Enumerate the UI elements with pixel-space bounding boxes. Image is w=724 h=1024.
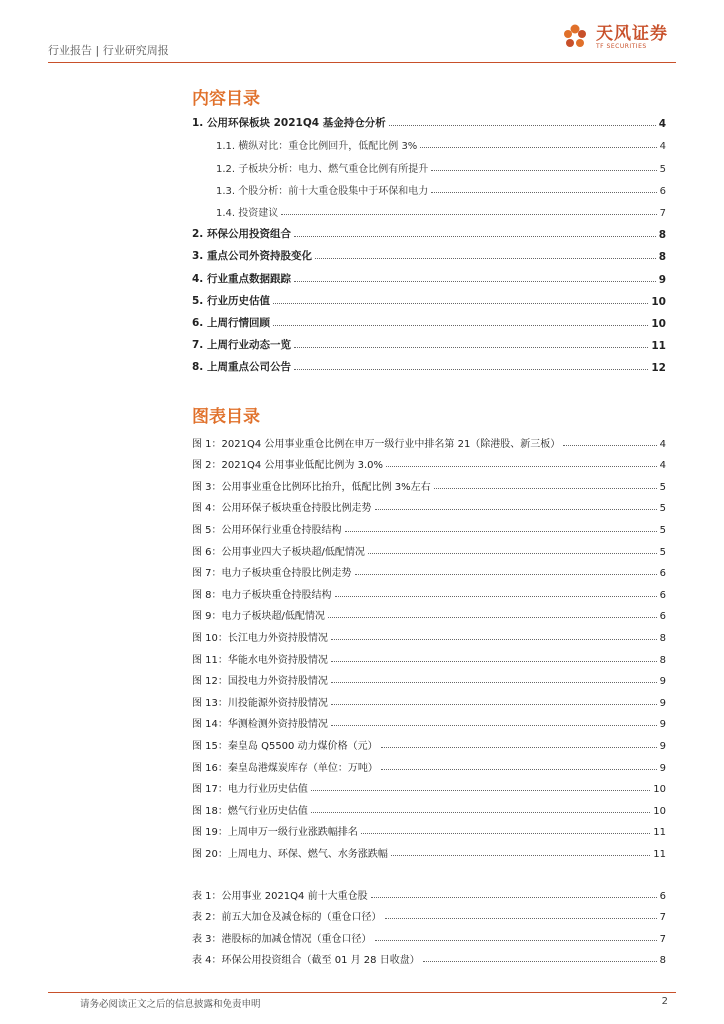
figure-entry-text: 图 20：上周电力、环保、燃气、水务涨跌幅 <box>192 848 388 860</box>
logo-name: 天风证券 <box>596 23 668 44</box>
figure-entry[interactable] <box>192 666 666 688</box>
figure-entry-page: 6 <box>659 589 666 601</box>
toc-entry-page: 9 <box>658 273 666 286</box>
toc-entry-page: 6 <box>659 185 666 197</box>
dot-leader <box>563 445 656 446</box>
figures-list <box>192 428 666 860</box>
table-entry[interactable] <box>192 945 666 967</box>
figure-entry[interactable] <box>192 774 666 796</box>
brand-logo <box>560 22 668 52</box>
table-entry-page: 7 <box>659 912 666 924</box>
dot-leader <box>311 812 650 813</box>
dot-leader <box>431 170 656 171</box>
dot-leader <box>371 897 657 898</box>
dot-leader <box>294 236 656 237</box>
figure-entry-text: 图 4：公用环保子板块重仓持股比例走势 <box>192 503 372 515</box>
toc-entry-text: 1.4. 投资建议 <box>216 207 279 219</box>
dot-leader <box>381 747 657 748</box>
dot-leader <box>335 596 657 597</box>
figure-entry-text: 图 3：公用事业重仓比例环比抬升，低配比例 3%左右 <box>192 481 431 493</box>
figure-entry[interactable] <box>192 558 666 580</box>
toc-entry[interactable] <box>192 108 666 130</box>
dot-leader <box>294 281 656 282</box>
figure-entry-text: 图 13：川投能源外资持股情况 <box>192 697 328 709</box>
dot-leader <box>281 214 656 215</box>
figure-entry[interactable] <box>192 601 666 623</box>
figure-entry-text: 图 10：长江电力外资持股情况 <box>192 632 328 644</box>
figure-entry-text: 图 11：华能水电外资持股情况 <box>192 654 328 666</box>
toc-entry[interactable] <box>192 263 666 285</box>
figure-entry[interactable] <box>192 622 666 644</box>
logo-name-en: TF SECURITIES <box>596 42 647 50</box>
figure-entry-page: 5 <box>659 524 666 536</box>
table-entry-text: 表 1：公用事业 2021Q4 前十大重仓股 <box>192 890 368 902</box>
dot-leader <box>361 833 650 834</box>
toc-entry-text: 1.1. 横纵对比：重仓比例回升，低配比例 3% <box>216 141 418 153</box>
page-number: 2 <box>661 996 668 1007</box>
figure-entry-page: 6 <box>659 568 666 580</box>
toc-entry-text: 2. 环保公用投资组合 <box>192 228 291 241</box>
toc-entry[interactable] <box>192 219 666 241</box>
figure-entry-text: 图 17：电力行业历史估值 <box>192 784 308 796</box>
table-entry-page: 6 <box>659 890 666 902</box>
dot-leader <box>331 682 657 683</box>
figure-entry[interactable] <box>192 709 666 731</box>
figure-entry-text: 图 7：电力子板块重仓持股比例走势 <box>192 568 352 580</box>
toc-entry-text: 8. 上周重点公司公告 <box>192 361 291 374</box>
toc-entry-text: 1. 公用环保板块 2021Q4 基金持仓分析 <box>192 117 386 130</box>
disclaimer: 请务必阅读正文之后的信息披露和免责申明 <box>80 999 261 1010</box>
dot-leader <box>294 369 648 370</box>
contents-list <box>192 108 666 374</box>
figure-entry[interactable] <box>192 687 666 709</box>
dot-leader <box>391 855 650 856</box>
footer-divider <box>48 992 676 993</box>
toc-entry-page: 7 <box>659 207 666 219</box>
toc-entry-page: 4 <box>658 118 666 131</box>
header-divider <box>48 62 676 63</box>
figure-entry[interactable] <box>192 730 666 752</box>
figure-entry[interactable] <box>192 579 666 601</box>
dot-leader <box>311 790 650 791</box>
dot-leader <box>434 488 657 489</box>
tables-list <box>192 880 666 966</box>
toc-entry[interactable] <box>192 197 666 219</box>
toc-entry-page: 8 <box>658 251 666 264</box>
toc-entry-page: 11 <box>651 340 666 353</box>
figure-entry-text: 图 6：公用事业四大子板块超/低配情况 <box>192 546 365 558</box>
figure-entry-text: 图 16：秦皇岛港煤炭库存（单位：万吨） <box>192 762 378 774</box>
toc-entry-text: 4. 行业重点数据跟踪 <box>192 272 291 285</box>
figure-entry-page: 11 <box>653 848 666 860</box>
toc-entry-page: 5 <box>659 163 666 175</box>
toc-entry[interactable] <box>192 130 666 152</box>
figure-entry[interactable] <box>192 817 666 839</box>
dot-leader <box>273 325 648 326</box>
table-entry-text: 表 2：前五大加仓及减仓标的（重仓口径） <box>192 912 382 924</box>
toc-entry-text: 5. 行业历史估值 <box>192 294 270 307</box>
table-entry[interactable] <box>192 880 666 902</box>
table-entry-page: 7 <box>659 933 666 945</box>
toc-entry-page: 10 <box>651 295 666 308</box>
dot-leader <box>375 940 657 941</box>
toc-entry-page: 4 <box>659 141 666 153</box>
dot-leader <box>315 258 656 259</box>
figure-entry-page: 9 <box>659 740 666 752</box>
figures-title: 图表目录 <box>192 407 260 427</box>
figure-entry-text: 图 19：上周申万一级行业涨跌幅排名 <box>192 827 358 839</box>
toc-entry-text: 1.3. 个股分析：前十大重仓股集中于环保和电力 <box>216 185 429 197</box>
figure-entry-text: 图 8：电力子板块重仓持股结构 <box>192 589 332 601</box>
figure-entry[interactable] <box>192 428 666 450</box>
figure-entry-page: 10 <box>653 805 666 817</box>
toc-entry[interactable] <box>192 241 666 263</box>
report-category: 行业报告 | 行业研究周报 <box>48 44 169 57</box>
figure-entry-text: 图 9：电力子板块超/低配情况 <box>192 611 325 623</box>
figure-entry[interactable] <box>192 795 666 817</box>
toc-entry-page: 8 <box>658 229 666 242</box>
table-entry[interactable] <box>192 902 666 924</box>
figure-entry-text: 图 12：国投电力外资持股情况 <box>192 676 328 688</box>
dot-leader <box>331 661 657 662</box>
figure-entry[interactable] <box>192 471 666 493</box>
toc-entry[interactable] <box>192 352 666 374</box>
table-entry-text: 表 3：港股标的加减仓情况（重仓口径） <box>192 933 372 945</box>
dot-leader <box>389 125 656 126</box>
toc-title: 内容目录 <box>192 89 260 109</box>
flower-logo-icon <box>560 22 590 52</box>
figure-entry-page: 9 <box>659 719 666 731</box>
dot-leader <box>381 769 657 770</box>
figure-entry-page: 8 <box>659 632 666 644</box>
toc-entry-text: 7. 上周行业动态一览 <box>192 339 291 352</box>
figure-entry-page: 5 <box>659 503 666 515</box>
figure-entry-page: 9 <box>659 697 666 709</box>
dot-leader <box>273 303 648 304</box>
dot-leader <box>331 639 657 640</box>
figure-entry-text: 图 5：公用环保行业重仓持股结构 <box>192 524 342 536</box>
dot-leader <box>375 509 657 510</box>
toc-entry-text: 6. 上周行情回顾 <box>192 316 270 329</box>
dot-leader <box>345 531 657 532</box>
toc-entry-text: 1.2. 子板块分析：电力、燃气重仓比例有所提升 <box>216 163 429 175</box>
dot-leader <box>294 347 648 348</box>
table-entry[interactable] <box>192 923 666 945</box>
figure-entry-text: 图 2：2021Q4 公用事业低配比例为 3.0% <box>192 460 383 472</box>
figure-entry-page: 4 <box>659 438 666 450</box>
toc-entry-page: 12 <box>651 362 666 375</box>
dot-leader <box>386 466 657 467</box>
figure-entry[interactable] <box>192 838 666 860</box>
figure-entry[interactable] <box>192 493 666 515</box>
toc-entry[interactable] <box>192 330 666 352</box>
figure-entry[interactable] <box>192 752 666 774</box>
figure-entry-page: 9 <box>659 762 666 774</box>
dot-leader <box>423 961 657 962</box>
table-entry-text: 表 4：环保公用投资组合（截至 01 月 28 日收盘） <box>192 955 420 967</box>
figure-entry-page: 11 <box>653 827 666 839</box>
toc-entry[interactable] <box>192 152 666 174</box>
toc-entry[interactable] <box>192 308 666 330</box>
toc-entry-page: 10 <box>651 317 666 330</box>
dot-leader <box>385 918 657 919</box>
dot-leader <box>368 553 657 554</box>
toc-entry[interactable] <box>192 175 666 197</box>
figure-entry-page: 10 <box>653 784 666 796</box>
figure-entry-text: 图 14：华测检测外资持股情况 <box>192 719 328 731</box>
figure-entry-page: 4 <box>659 460 666 472</box>
toc-entry[interactable] <box>192 286 666 308</box>
figure-entry-text: 图 15：秦皇岛 Q5500 动力煤价格（元） <box>192 740 378 752</box>
toc-entry-text: 3. 重点公司外资持股变化 <box>192 250 312 263</box>
figure-entry-page: 8 <box>659 654 666 666</box>
figure-entry[interactable] <box>192 450 666 472</box>
figure-entry-page: 6 <box>659 611 666 623</box>
figure-entry-text: 图 18：燃气行业历史估值 <box>192 805 308 817</box>
figure-entry-page: 9 <box>659 676 666 688</box>
dot-leader <box>331 725 657 726</box>
figure-entry-page: 5 <box>659 481 666 493</box>
dot-leader <box>420 147 656 148</box>
dot-leader <box>431 192 656 193</box>
dot-leader <box>355 574 657 575</box>
figure-entry-text: 图 1：2021Q4 公用事业重仓比例在申万一级行业中排名第 21（除港股、新三板） <box>192 438 561 450</box>
dot-leader <box>331 704 657 705</box>
dot-leader <box>328 617 657 618</box>
figure-entry-page: 5 <box>659 546 666 558</box>
figure-entry[interactable] <box>192 644 666 666</box>
table-entry-page: 8 <box>659 955 666 967</box>
figure-entry[interactable] <box>192 536 666 558</box>
figure-entry[interactable] <box>192 514 666 536</box>
